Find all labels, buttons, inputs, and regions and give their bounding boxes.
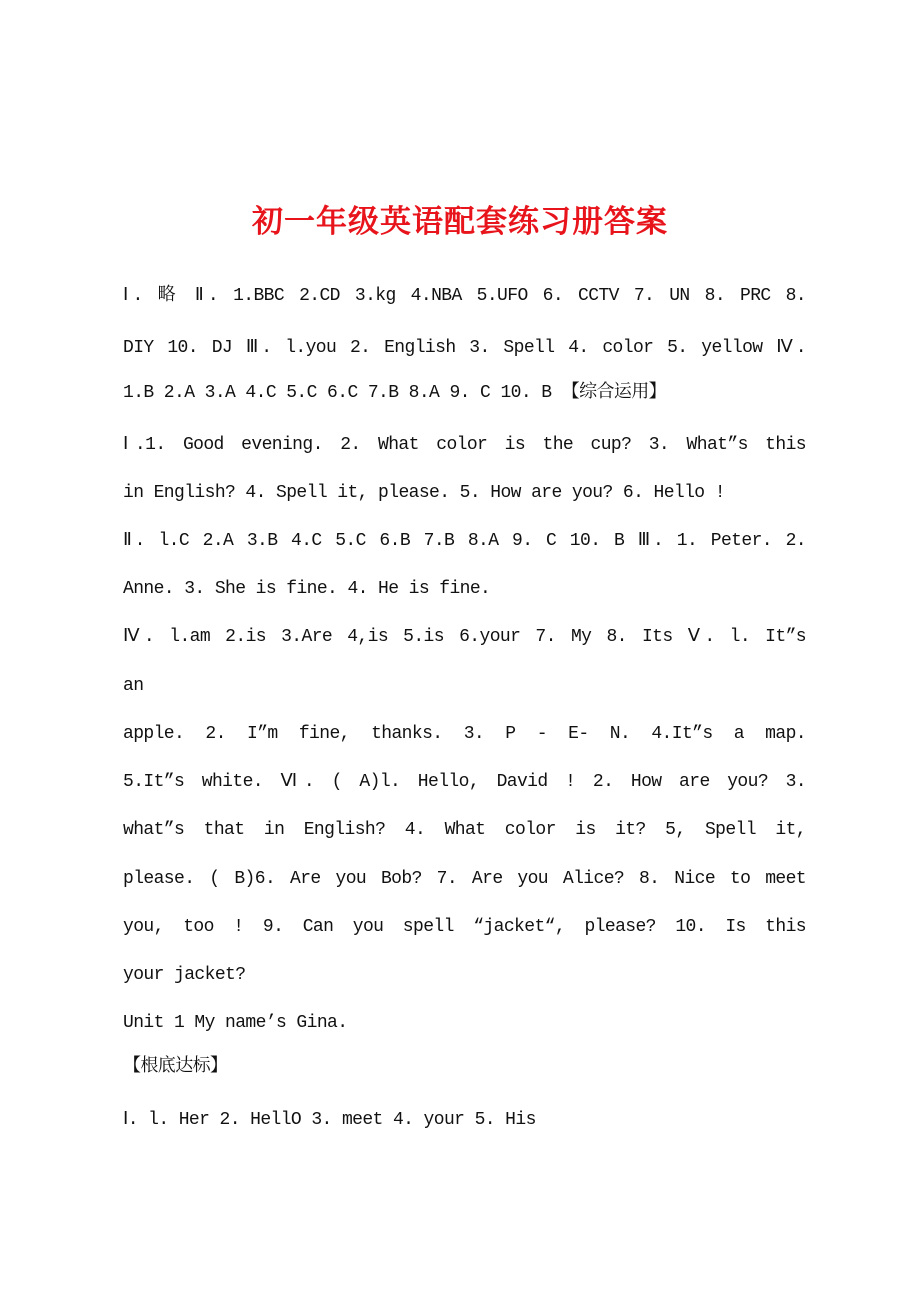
answer-line: DIY 10. DJ Ⅲ. l.you 2. English 3. Spell 4. color 5. yellow Ⅳ. [123, 338, 806, 358]
document-title: 初一年级英语配套练习册答案 [252, 204, 668, 240]
answer-line: 1.B 2.A 3.A 4.C 5.C 6.C 7.B 8.A 9. C 10. B 【综合运用】 [123, 383, 667, 403]
unit-heading: Unit 1 My name’s Gina. [123, 1013, 348, 1033]
answer-line: Anne. 3. She is fine. 4. He is fine. [123, 579, 491, 599]
answer-line: in English? 4. Spell it, please. 5. How are you? 6. Hello ! [123, 483, 725, 503]
answer-line: apple. 2. I”m fine, thanks. 3. P - E- N. 4.It”s a map. [123, 724, 806, 744]
answer-line: Ⅰ.1. Good evening. 2. What color is the cup? 3. What”s this [123, 435, 806, 455]
answer-line: Ⅳ. l.am 2.is 3.Are 4,is 5.is 6.your 7. My 8. Its Ⅴ. l. It”s [123, 627, 806, 647]
section-heading: 【根底达标】 [123, 1057, 228, 1077]
answer-line: Ⅱ. l.C 2.A 3.B 4.C 5.C 6.B 7.B 8.A 9. C 10. B Ⅲ. 1. Peter. 2. [123, 531, 806, 551]
answer-line: what”s that in English? 4. What color is it? 5, Spell it, [123, 820, 806, 840]
answer-line: Ⅰ. 略 Ⅱ. 1.BBC 2.CD 3.kg 4.NBA 5.UFO 6. CCTV 7. UN 8. PRC 8. [123, 286, 806, 306]
answer-line: 5.It”s white. Ⅵ. ( A)l. Hello, David ! 2. How are you? 3. [123, 772, 806, 792]
answer-line: your jacket? [123, 965, 246, 985]
answer-line: you, too ! 9. Can you spell “jacket“, please? 10. Is this [123, 917, 806, 937]
answer-line: please. ( B)6. Are you Bob? 7. Are you Alice? 8. Nice to meet [123, 869, 806, 889]
answer-line: Ⅰ. l. Her 2. HellO 3. meet 4. your 5. His [123, 1110, 536, 1130]
answer-line: an [123, 676, 144, 696]
